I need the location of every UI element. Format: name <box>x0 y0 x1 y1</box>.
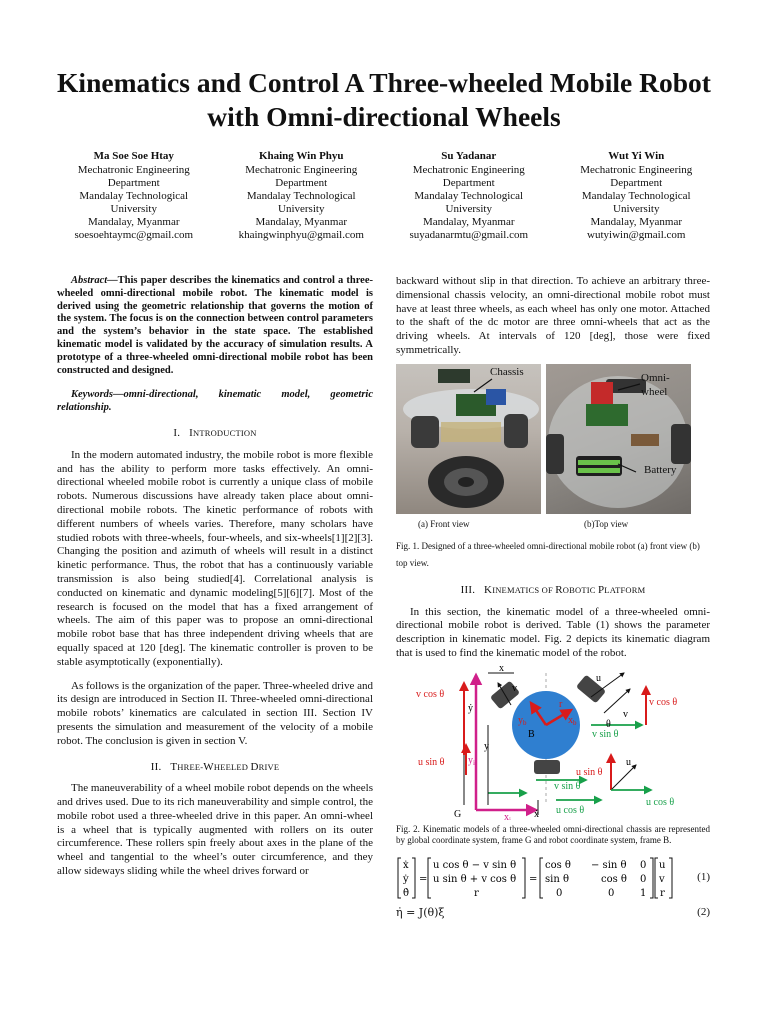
author-city: Mandalay, Myanmar <box>255 216 348 228</box>
author-university: Mandalay Technological <box>581 190 691 202</box>
label-x: x <box>499 664 504 674</box>
section-heading-introduction: I. INTRODUCTION <box>173 426 257 439</box>
robot-top-photo <box>546 364 691 514</box>
svg-text:u: u <box>659 859 666 871</box>
label-yi: $y_i$ <box>468 754 475 767</box>
author-university: Mandalay Technological <box>246 190 356 202</box>
label-theta: θ <box>606 718 611 730</box>
keywords: Keywords—omni-directional, kinematic model, geometric relationship. <box>57 389 373 414</box>
wheel-3 <box>534 760 560 774</box>
intro-paragraph: As follows is the organization of the paper. Three-wheeled drive and its design are introduced in Section II. Three-wheeled omni-directional mobile robots’ kinematics are calculated in section III. Section IV presents the simulation and measurement of the velocity of a mobile robot. The conclusion is given in section V. <box>57 679 373 747</box>
svg-text:ẏ: ẏ <box>403 873 409 885</box>
author-city: Mandalay, Myanmar <box>87 216 180 228</box>
label-v-left: v <box>512 682 517 694</box>
svg-text:0: 0 <box>640 873 647 885</box>
svg-text:u cos θ − v sin θ: u cos θ − v sin θ <box>433 859 517 871</box>
author-city: Mandalay, Myanmar <box>422 216 515 228</box>
equation-2-number: (2) <box>697 905 710 918</box>
label-vsin-right: v sin θ <box>592 728 619 740</box>
author-dept: Mechatronic Engineering <box>77 164 190 176</box>
chassis-label: Chassis <box>490 365 524 378</box>
abstract-text: —This paper describes the kinematics and control a three-wheeled omni-directional mobile robot. The kinematic model is derived using the geometric relationship that governs the motion of the system. The focus is on the connection between control parameters and the system’s behavior in the state space. The established kinematic model is validated by the accuracy of simulation results. A prototype of a three-wheeled omni-directional mobile robot has been constructed and designed. <box>57 275 373 376</box>
label-xb: $x_b$ <box>568 714 577 727</box>
equation-2-text: η̇ = J(θ)ξ <box>396 905 445 919</box>
label-ydot: ẏ <box>468 702 473 714</box>
author-name: Wut Yi Win <box>608 150 665 162</box>
author-name: Su Yadanar <box>441 150 497 162</box>
label-xi: $x_i$ <box>504 811 511 820</box>
left-column <box>57 275 373 879</box>
author-city: Mandalay, Myanmar <box>590 216 683 228</box>
label-B: B <box>528 728 535 740</box>
section-heading-drive: II. THREE-WHEELED DRIVE <box>150 760 280 773</box>
section-heading-kinematics: III. KINEMATICS OF ROBOTIC PLATFORM <box>460 583 646 596</box>
svg-text:cos θ: cos θ <box>545 859 571 871</box>
svg-text:cos θ: cos θ <box>601 873 627 885</box>
author-university: Mandalay Technological <box>79 190 189 202</box>
label-vcos-right: v cos θ <box>649 696 678 708</box>
figure-1-photos <box>396 364 710 516</box>
author-dept: Mechatronic Engineering <box>412 164 525 176</box>
label-ucos-right: u cos θ <box>646 796 675 808</box>
svg-text:sin θ: sin θ <box>545 873 569 885</box>
label-u-top: u <box>596 672 601 684</box>
author-email: suyadanarmtu@gmail.com <box>409 229 529 241</box>
equation-1 <box>396 854 710 902</box>
label-xdot: ẋ <box>534 808 539 820</box>
svg-text:r: r <box>660 887 665 899</box>
kinematics-paragraph: In this section, the kinematic model of a three-wheeled omni-directional mobile robot is derived. Table (1) shows the parameter description in kinematic model. Fig. 2 depicts its kinematic diagram that is used to find the kinematic model of the robot. <box>396 605 710 659</box>
label-G: G <box>454 808 462 820</box>
author-email: khaingwinphyu@gmail.com <box>238 229 364 241</box>
label-usin-left: u sin θ <box>418 756 445 768</box>
author-block <box>50 150 720 242</box>
label-usin-right: u sin θ <box>576 766 603 778</box>
svg-text:v: v <box>659 873 665 885</box>
author-university: University <box>613 203 660 215</box>
author-dept: Department <box>610 177 663 189</box>
author-university: University <box>278 203 325 215</box>
author-1 <box>50 150 218 242</box>
author-2 <box>218 150 386 242</box>
right-column <box>396 275 710 924</box>
u-arrow-bottom <box>611 765 636 790</box>
label-yb: $y_b$ <box>518 714 527 727</box>
author-dept: Department <box>107 177 160 189</box>
paper-title: Kinematics and Control A Three-wheeled Mobile Robot with Omni-directional Wheels <box>57 67 711 132</box>
abstract-label: Abstract <box>71 275 108 286</box>
label-vsin-bottom: v sin θ <box>554 780 581 792</box>
drive-paragraph-continued: backward without slip in that direction. To achieve an arbitrary three-dimensional chassis velocity, an omni-directional mobile robot must have at least three wheels, as each wheel has only one motor. Attached to the shaft of the dc motor are three omni-wheels that act as the driving wheels. At intervals of 120 [deg], those were fixed symmetrically. <box>396 275 710 356</box>
author-dept: Mechatronic Engineering <box>245 164 358 176</box>
equation-2 <box>396 906 710 924</box>
author-4 <box>553 150 721 242</box>
equation-1-number: (1) <box>697 870 710 883</box>
author-university: University <box>110 203 157 215</box>
author-email: soesoehtaymc@gmail.com <box>74 229 194 241</box>
robot-front-photo <box>396 364 541 514</box>
author-university: University <box>445 203 492 215</box>
intro-paragraph: In the modern automated industry, the mobile robot is more flexible and has the ability to perform more tasks effectively. An omni-directional wheeled mobile robot is currently a unique class of mobile robots. Numerous discussions have already taken place about omni-directional mobile robots. The kinetic performance of robots with different numbers of wheels varies. Therefore, many scholars have studied robots with three-wheels, four-wheels, and six-wheels[1][2][3]. Changing the position and azimuth of wheels will result in a distinct kinetic performance. Thus, the robot that has a continuously variable transmission is also being studied[4]. Correlational analysis is conducted on kinematic and dynamic modeling[5][6][7]. Most of the research is focused on the model that has a fixed arrangement of wheels. The aim of this paper was to propose an omni-directional mobile robot base that has three independent driving wheels that are equally spaced at 120 [deg]. The kinematic controller is proven to be stable asymptotically (exponentially). <box>57 448 373 668</box>
svg-text:=: = <box>529 873 538 885</box>
author-dept: Department <box>275 177 328 189</box>
label-ucos-bottom: u cos θ <box>556 804 585 816</box>
label-r: r <box>559 698 563 710</box>
svg-text:1: 1 <box>640 887 647 899</box>
label-v-right: v <box>623 708 628 720</box>
author-name: Khaing Win Phyu <box>258 150 344 162</box>
author-email: wutyiwin@gmail.com <box>587 229 686 241</box>
figure-2-caption: Fig. 2. Kinematic models of a three-wheeled omni-directional chassis are represented by global coordinate system, frame G and robot coordinate system, frame B. <box>396 823 710 845</box>
figure-1-subcaptions <box>396 518 710 532</box>
figure-1-caption: Fig. 1. Designed of a three-wheeled omni-directional mobile robot (a) front view (b) top view. <box>396 540 700 568</box>
svg-text:0: 0 <box>640 859 647 871</box>
author-university: Mandalay Technological <box>414 190 524 202</box>
label-y: y <box>484 740 489 752</box>
svg-text:u sin θ + v cos θ: u sin θ + v cos θ <box>433 873 517 885</box>
svg-text:0: 0 <box>556 887 563 899</box>
author-dept: Department <box>442 177 495 189</box>
svg-text:0: 0 <box>608 887 615 899</box>
battery-label: Battery <box>644 463 677 476</box>
omni-wheel-label: Omni-wheel <box>641 371 670 398</box>
svg-text:− sin θ: − sin θ <box>591 859 627 871</box>
subcaption-b: (b)Top view <box>584 518 629 529</box>
svg-text:r: r <box>474 887 479 899</box>
label-vcos-left: v cos θ <box>416 688 445 700</box>
subcaption-a: (a) Front view <box>418 518 470 529</box>
author-3 <box>385 150 553 242</box>
svg-text:ẋ: ẋ <box>403 859 409 871</box>
author-dept: Mechatronic Engineering <box>580 164 693 176</box>
svg-text:θ̇: θ̇ <box>403 887 410 899</box>
abstract <box>57 275 373 377</box>
label-u-bottom: u <box>626 756 631 768</box>
figure-2-diagram <box>396 665 710 820</box>
author-name: Ma Soe Soe Htay <box>93 150 174 162</box>
svg-text:=: = <box>419 873 428 885</box>
drive-paragraph: The maneuverability of a wheel mobile robot depends on the wheels and drives used. Due to its rich maneuverability and simple control, the mobile robot used a three-wheeled drive in this paper. An omni-wheel is a wheel that is typically augmented with rollers on its outer circumference. These rollers spin freely about axes in the plane of the wheel and tangential to the wheel’s outer circumference, and they allow sideways sliding while the wheel drives forward or <box>57 782 373 878</box>
